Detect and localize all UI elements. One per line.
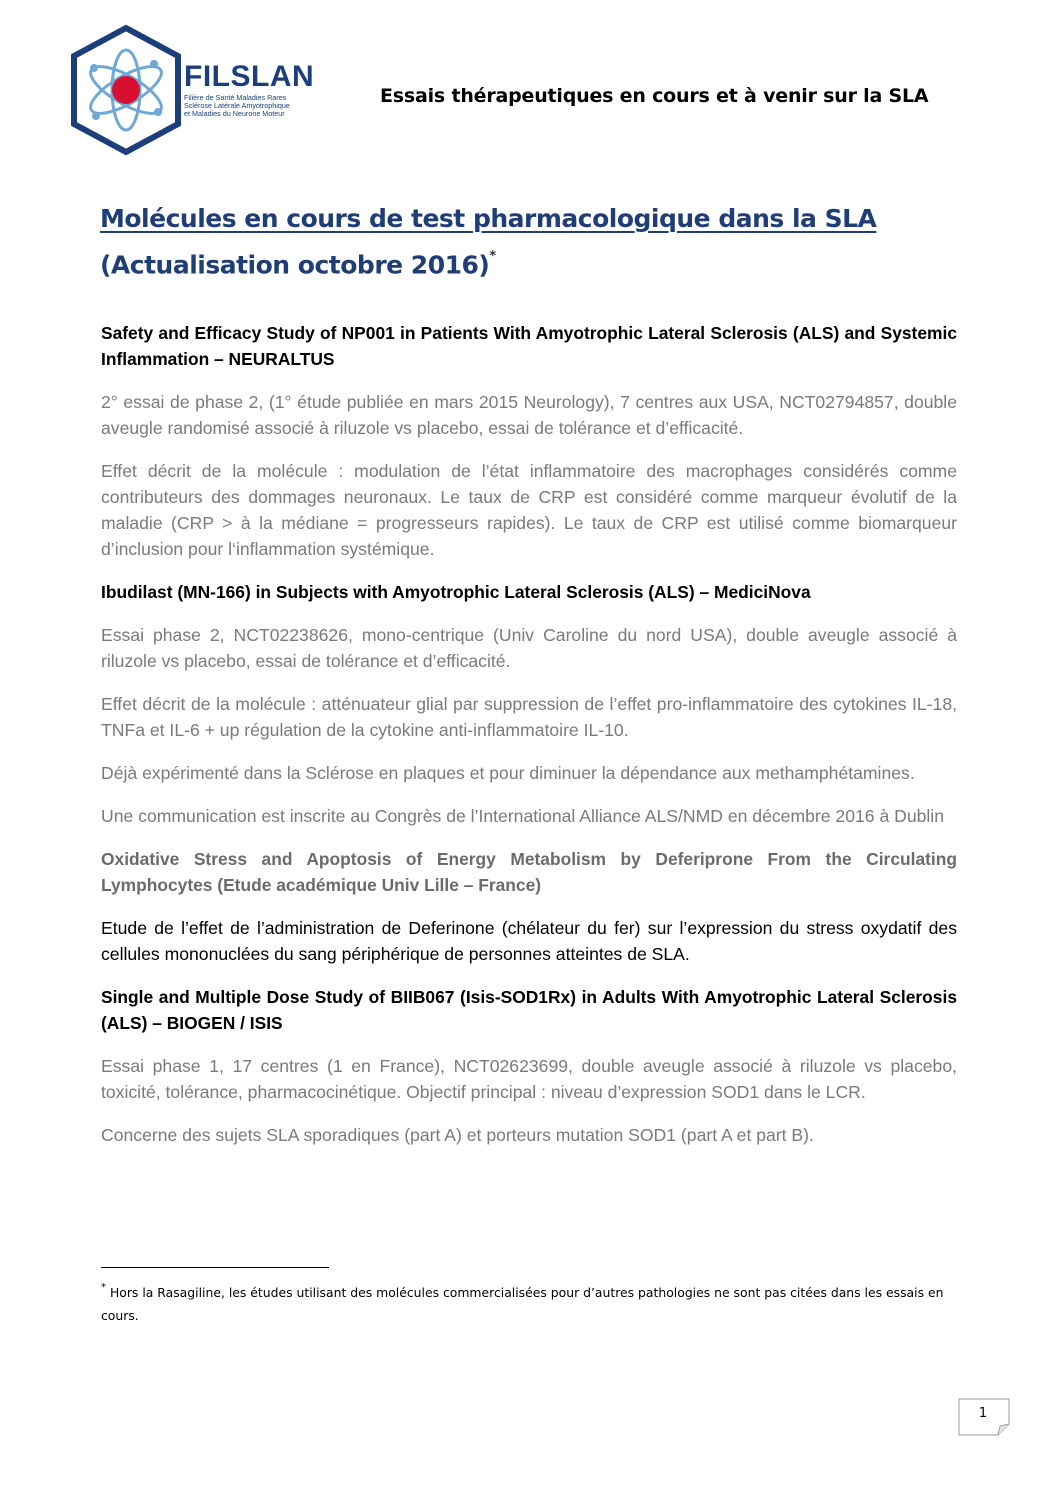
page-title-line2-text: (Actualisation octobre 2016) <box>100 250 490 280</box>
study-paragraph: Une communication est inscrite au Congrès de l’International Alliance ALS/NMD en décembre 2016 à Dublin <box>101 806 945 826</box>
document-body <box>101 320 957 1165</box>
study-title: Ibudilast (MN-166) in Subjects with Amyotrophic Lateral Sclerosis (ALS) – MediciNova <box>101 582 811 602</box>
page-title <box>100 198 960 286</box>
footnote-text: Hors la Rasagiline, les études utilisant des molécules commercialisées pour d’autres pathologies ne sont pas citées dans les essais en cours. <box>101 1285 944 1324</box>
study-paragraph: Effet décrit de la molécule : modulation de l’état inflammatoire des macrophages considérés comme contributeurs des dommages neuronaux. Le taux de CRP est considéré comme marqueur évolutif de la maladie (CRP > à la médiane = progresseurs rapides). Le taux de CRP est utilisé comme biomarqueur d’inclusion pour l‘inflammation systémique. <box>101 461 957 559</box>
study-paragraph: Essai phase 1, 17 centres (1 en France), NCT02623699, double aveugle associé à riluzole vs placebo, toxicité, tolérance, pharmacocinétique. Objectif principal : niveau d’expression SOD1 dans le LCR. <box>101 1056 957 1102</box>
study-paragraph: Etude de l’effet de l’administration de Deferinone (chélateur du fer) sur l’expression du stress oxydatif des cellules mononuclées du sang périphérique de personnes atteintes de SLA. <box>101 918 957 964</box>
study-paragraph: Concerne des sujets SLA sporadiques (part A) et porteurs mutation SOD1 (part A et part B). <box>101 1125 814 1145</box>
study-title: Single and Multiple Dose Study of BIIB067 (Isis-SOD1Rx) in Adults With Amyotrophic Lateral Sclerosis (ALS) – BIOGEN / ISIS <box>101 987 957 1033</box>
study-paragraph: Effet décrit de la molécule : atténuateur glial par suppression de l’effet pro-inflammatoire des cytokines IL-18, TNFa et IL-6 + up régulation de la cytokine anti-inflammatoire IL-10. <box>101 694 957 740</box>
logo-subtitle-line: et Maladies du Neurone Moteur <box>184 109 285 118</box>
logo-wordmark: FILSLAN <box>184 60 315 93</box>
footnote-marker: * <box>489 249 496 264</box>
logo-subtitle <box>184 94 324 118</box>
header-title: Essais thérapeutiques en cours et à venir sur la SLA <box>380 85 929 107</box>
page-number: 1 <box>978 1406 988 1421</box>
filslan-logo <box>66 24 326 156</box>
atom-hexagon-icon <box>66 24 186 156</box>
study-paragraph: 2° essai de phase 2, (1° étude publiée en mars 2015 Neurology), 7 centres aux USA, NCT02794857, double aveugle randomisé associé à riluzole vs placebo, essai de tolérance et d’efficacité. <box>101 392 957 438</box>
footnote <box>101 1278 961 1327</box>
logo-subtitle-line: Filière de Santé Maladies Rares <box>184 93 287 102</box>
study-title: Oxidative Stress and Apoptosis of Energy Metabolism by Deferiprone From the Circulating Lymphocytes (Etude académique Univ Lille – France) <box>101 849 957 895</box>
study-paragraph: Essai phase 2, NCT02238626, mono-centrique (Univ Caroline du nord USA), double aveugle associé à riluzole vs placebo, essai de tolérance et d’efficacité. <box>101 625 957 671</box>
page-number-box <box>958 1398 1010 1434</box>
footnote-divider <box>101 1267 329 1268</box>
footnote-marker: * <box>101 1282 106 1293</box>
study-paragraph: Déjà expérimenté dans la Sclérose en plaques et pour diminuer la dépendance aux methamphétamines. <box>101 763 915 783</box>
logo-subtitle-line: Sclérose Latérale Amyotrophique <box>184 101 290 110</box>
study-title: Safety and Efficacy Study of NP001 in Patients With Amyotrophic Lateral Sclerosis (ALS) and Systemic Inflammation – NEURALTUS <box>101 323 957 369</box>
page-title-line1: Molécules en cours de test pharmacologique dans la SLA <box>100 204 877 233</box>
page-title-line2 <box>100 240 960 286</box>
